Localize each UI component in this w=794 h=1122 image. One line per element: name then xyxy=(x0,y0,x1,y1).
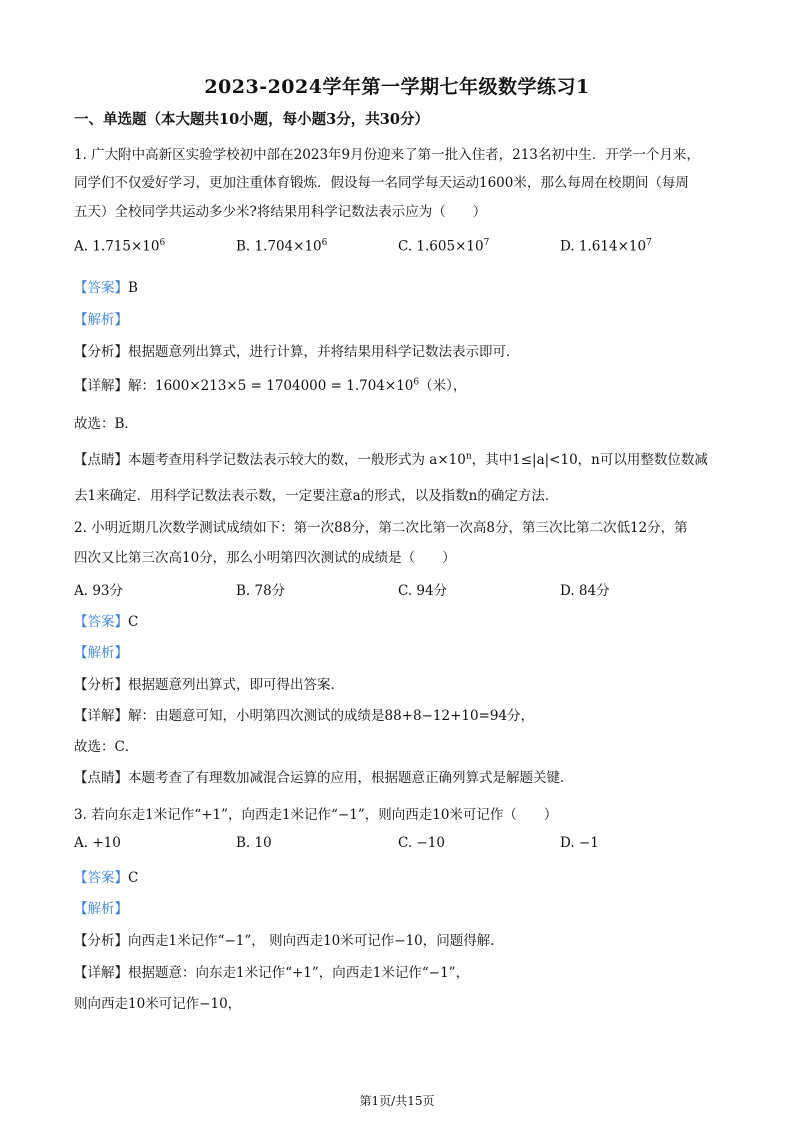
q3-xiangjie: 【详解】根据题意：向东走1米记作“+1”，向西走1米记作“−1”， xyxy=(74,965,470,981)
q2-dianjing: 【点睛】本题考查了有理数加减混合运算的应用，根据题意正确列算式是解题关键． xyxy=(74,770,574,786)
q2-option-b: B. 78分 xyxy=(236,583,286,599)
q3-answer: 【答案】C xyxy=(74,870,139,886)
q3-option-a: A. +10 xyxy=(74,835,121,851)
q1-fenxi: 【分析】根据题意列出算式，进行计算，并将结果用科学记数法表示即可． xyxy=(74,344,520,360)
q1-option-d: D. $1.614\times 10^7$ xyxy=(560,238,652,255)
section-heading: 一、单选题（本大题共10小题，每小题3分，共30分） xyxy=(74,111,429,128)
q2-text-line2: 四次又比第三次高10分，那么小明第四次测试的成绩是（ ） xyxy=(74,550,456,566)
q1-analysis-tag: 【解析】 xyxy=(74,312,128,328)
q2-answer: 【答案】C xyxy=(74,614,139,630)
q1-option-b: B. $1.704\times 10^6$ xyxy=(236,238,328,255)
answer-tag: 【答案】 xyxy=(74,614,128,630)
q3-analysis-tag: 【解析】 xyxy=(74,901,128,917)
page-footer: 第1页/共15页 xyxy=(359,1094,435,1108)
q1-xiangjie: 【详解】解：$1600\times 213\times 5 = 1704000 = 1.704\times 10^6$（米）， xyxy=(74,377,467,394)
q2-option-c: C. 94分 xyxy=(398,583,448,599)
q3-option-c: C. −10 xyxy=(398,835,445,851)
q2-conclusion: 故选：C． xyxy=(74,739,139,755)
q2-analysis-tag: 【解析】 xyxy=(74,645,128,661)
q2-text-line1: 2. 小明近期几次数学测试成绩如下：第一次88分，第二次比第一次高8分，第三次比第二次低12分，第 xyxy=(74,520,688,536)
q3-option-d: D. −1 xyxy=(560,835,599,851)
page-title: 2023-2024学年第一学期七年级数学练习1 xyxy=(204,76,590,98)
q3-last-line: 则向西走10米可记作−10， xyxy=(74,996,242,1012)
q2-xiangjie: 【详解】解：由题意可知，小明第四次测试的成绩是88+8−12+10=94分， xyxy=(74,708,535,724)
q3-fenxi: 【分析】向西走1米记作“−1”， 则向西走10米可记作−10，问题得解． xyxy=(74,933,504,949)
q1-option-c: C. $1.605\times 10^7$ xyxy=(398,238,490,255)
q1-text-line2: 同学们不仅爱好学习，更加注重体育锻炼．假设每一名同学每天运动1600米，那么每周在校期间（每周 xyxy=(74,175,689,191)
q1-answer: 【答案】B xyxy=(74,280,138,296)
q2-fenxi: 【分析】根据题意列出算式，即可得出答案． xyxy=(74,677,344,693)
q1-dianjing-line2: 去1来确定．用科学记数法表示数，一定要注意a的形式，以及指数n的确定方法． xyxy=(74,488,559,504)
q1-text-line1: 1. 广大附中高新区实验学校初中部在2023年9月份迎来了第一批入住者，213名初中生．开学一个月来， xyxy=(74,147,700,163)
q1-option-a: A. $1.715\times 10^6$ xyxy=(74,238,166,255)
q1-dianjing-line1: 【点睛】本题考查用科学记数法表示较大的数，一般形式为 $a\times 10^n$，其中1≤|a|<10，n可以用整数位数减 xyxy=(74,451,708,468)
answer-tag: 【答案】 xyxy=(74,280,128,296)
q2-option-d: D. 84分 xyxy=(560,583,610,599)
q1-conclusion: 故选：B． xyxy=(74,416,138,432)
q1-text-line3: 五天）全校同学共运动多少米?将结果用科学记数法表示应为（ ） xyxy=(74,204,487,220)
q3-option-b: B. 10 xyxy=(236,835,272,851)
q3-text-line1: 3. 若向东走1米记作“+1”，向西走1米记作“−1”，则向西走10米可记作（ ） xyxy=(74,807,558,823)
answer-tag: 【答案】 xyxy=(74,870,128,886)
q2-option-a: A. 93分 xyxy=(74,583,124,599)
